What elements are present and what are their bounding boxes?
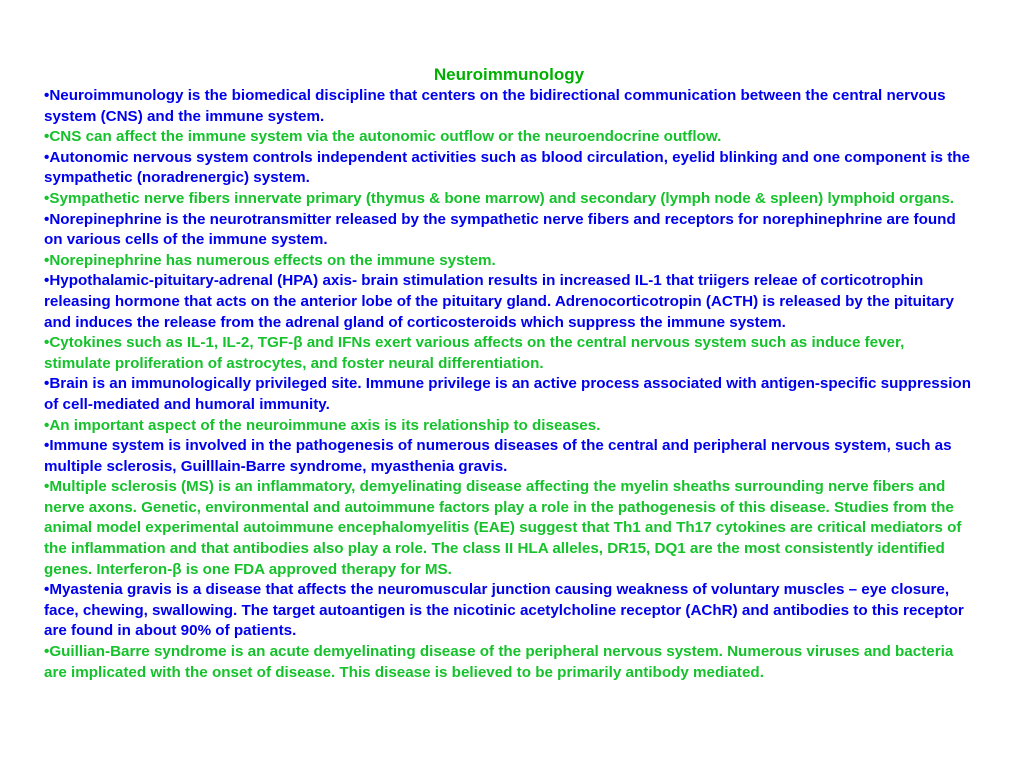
slide-title: Neuroimmunology <box>433 65 585 84</box>
bullet-item: •Neuroimmunology is the biomedical discipline that centers on the bidirectional communication between the central nervous system (CNS) and the immune system. <box>44 87 946 125</box>
bullet-item: •CNS can affect the immune system via the autonomic outflow or the neuroendocrine outflow. <box>44 128 722 146</box>
bullet-item: •An important aspect of the neuroimmune axis is its relationship to diseases. <box>44 416 601 434</box>
bullet-item: •Guillian-Barre syndrome is an acute demyelinating disease of the peripheral nervous system. Numerous viruses and bacteria are implicated with the onset of disease. This disease is believed to be primarily antibody mediated. <box>44 643 954 681</box>
bullet-item: •Norepinephrine is the neurotransmitter released by the sympathetic nerve fibers and receptors for norephinephrine are found on various cells of the immune system. <box>44 210 956 249</box>
bullet-item: •Brain is an immunologically privileged site. Immune privilege is an active process associated with antigen-specific suppression of cell-mediated and humoral immunity. <box>44 375 971 413</box>
bullet-item: •Sympathetic nerve fibers innervate primary (thymus & bone marrow) and secondary (lymph node & spleen) lymphoid organs. <box>44 189 955 207</box>
bullet-item: •Cytokines such as IL-1, IL-2, TGF-β and IFNs exert various affects on the central nervous system such as induce fever, stimulate proliferation of astrocytes, and foster neural differentiation. <box>44 334 905 372</box>
bullet-item: •Autonomic nervous system controls independent activities such as blood circulation, eyelid blinking and one component is the sympathetic (noradrenergic) system. <box>44 148 971 187</box>
bullet-item: •Myastenia gravis is a disease that affects the neuromuscular junction causing weakness of voluntary muscles – eye closure, face, chewing, swallowing. The target autoantigen is the nicotinic acetylcholine receptor (AChR) and antibodies to this receptor are found in about 90% of patients. <box>44 581 964 640</box>
bullet-item: •Norepinephrine has numerous effects on the immune system. <box>44 251 496 269</box>
bullet-item: •Immune system is involved in the pathogenesis of numerous diseases of the central and peripheral nervous system, such as multiple sclerosis, Guilllain-Barre syndrome, myasthenia gravis. <box>44 437 952 475</box>
bullet-list <box>44 86 974 683</box>
bullet-item: •Multiple sclerosis (MS) is an inflammatory, demyelinating disease affecting the myelin sheaths surrounding nerve fibers and nerve axons. Genetic, environmental and autoimmune factors play a role in the pathogenesis of this disease. Studies from the animal model experimental autoimmune encephalomyelitis (EAE) suggest that Th1 and Th17 cytokines are critical mediators of the inflammation and that antibodies also play a role. The class II HLA alleles, DR15, DQ1 are the most consistently identified genes. Interferon-β is one FDA approved therapy for MS. <box>44 478 962 578</box>
bullet-item: •Hypothalamic-pituitary-adrenal (HPA) axis- brain stimulation results in increased IL-1 that triigers releae of corticotrophin releasing hormone that acts on the anterior lobe of the pituitary gland. Adrenocorticotropin (ACTH) is released by the pituitary and induces the release from the adrenal gland of corticosteroids which suppress the immune system. <box>44 272 954 331</box>
slide-content <box>44 64 974 683</box>
